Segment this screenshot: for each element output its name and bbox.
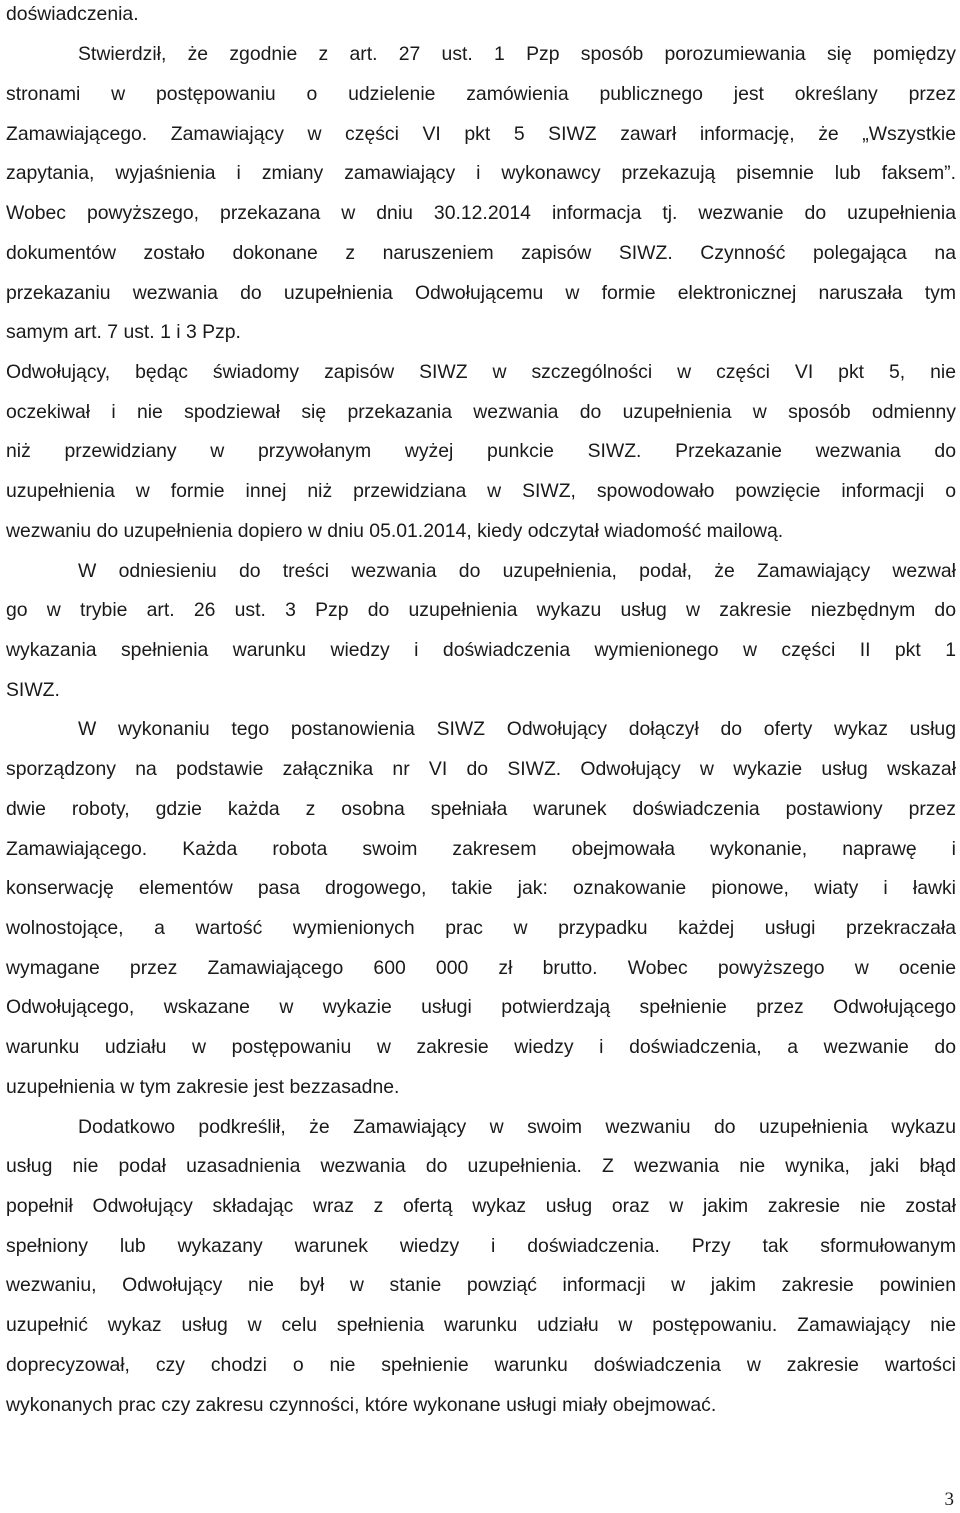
text-line: Dodatkowo podkreślił, że Zamawiający w swoim wezwaniu do uzupełnienia wykazu: [78, 1116, 956, 1138]
text-line: SIWZ.: [6, 679, 60, 701]
text-line: [6, 120, 956, 148]
text-line: doświadczenia.: [6, 3, 139, 25]
text-line: wezwaniu do uzupełnienia dopiero w dniu 05.01.2014, kiedy odczytał wiadomość mailową.: [6, 520, 784, 542]
text-line: dwie roboty, gdzie każda z osobna spełniała warunek doświadczenia postawiony przez: [6, 798, 956, 820]
text-line: wezwaniu, Odwołujący nie był w stanie powziąć informacji w jakim zakresie powinien: [6, 1274, 956, 1296]
text-line: Stwierdził, że zgodnie z art. 27 ust. 1 Pzp sposób porozumiewania się pomiędzy: [78, 43, 956, 65]
text-line: samym art. 7 ust. 1 i 3 Pzp.: [6, 321, 241, 343]
text-line: uzupełnienia w tym zakresie jest bezzasadne.: [6, 1076, 400, 1098]
text-line: Odwołujący, będąc świadomy zapisów SIWZ w szczególności w części VI pkt 5, nie: [6, 361, 956, 383]
text-line: Odwołującego, wskazane w wykazie usługi potwierdzają spełnienie przez Odwołującego: [6, 996, 956, 1018]
text-line: sporządzony na podstawie załącznika nr VI do SIWZ. Odwołujący w wykazie usług wskazał: [6, 758, 956, 780]
text-line: dokumentów zostało dokonane z naruszeniem zapisów SIWZ. Czynność polegająca na: [6, 242, 956, 264]
text-line: Wobec powyższego, przekazana w dniu 30.12.2014 informacja tj. wezwanie do uzupełnienia: [6, 202, 956, 224]
text-line: Zamawiającego. Każda robota swoim zakresem obejmowała wykonanie, naprawę i: [6, 838, 956, 860]
text-line: uzupełnienia w formie innej niż przewidziana w SIWZ, spowodowało powzięcie informacji o: [6, 480, 956, 502]
text-line: wolnostojące, a wartość wymienionych prac w przypadku każdej usługi przekraczała: [6, 917, 956, 939]
text-line: warunku udziału w postępowaniu w zakresie wiedzy i doświadczenia, a wezwanie do: [6, 1036, 956, 1058]
text-fragment: Zamawiającego. Zamawiający w części VI pkt 5 SIWZ zawarł informację, że „Wszystkie: [6, 123, 956, 145]
text-line: wykazania spełnienia warunku wiedzy i doświadczenia wymienionego w części II pkt 1: [6, 639, 956, 661]
text-line: uzupełnić wykaz usług w celu spełnienia warunku udziału w postępowaniu. Zamawiający nie: [6, 1314, 956, 1336]
text-line: popełnił Odwołujący składając wraz z ofertą wykaz usług oraz w jakim zakresie nie został: [6, 1195, 956, 1217]
text-line: przekazaniu wezwania do uzupełnienia Odwołującemu w formie elektronicznej naruszała tym: [6, 282, 956, 304]
text-line: go w trybie art. 26 ust. 3 Pzp do uzupełnienia wykazu usług w zakresie niezbędnym do: [6, 599, 956, 621]
page-number: 3: [944, 1489, 954, 1510]
text-line: konserwację elementów pasa drogowego, takie jak: oznakowanie pionowe, wiaty i ławki: [6, 877, 956, 899]
text-line: wymagane przez Zamawiającego 600 000 zł brutto. Wobec powyższego w ocenie: [6, 957, 956, 979]
text-line: W wykonaniu tego postanowienia SIWZ Odwołujący dołączył do oferty wykaz usług: [78, 718, 956, 740]
text-line: niż przewidziany w przywołanym wyżej punkcie SIWZ. Przekazanie wezwania do: [6, 440, 956, 462]
text-line: W odniesieniu do treści wezwania do uzupełnienia, podał, że Zamawiający wezwał: [78, 560, 956, 582]
text-line: doprecyzował, czy chodzi o nie spełnienie warunku doświadczenia w zakresie wartości: [6, 1354, 956, 1376]
text-line: zapytania, wyjaśnienia i zmiany zamawiający i wykonawcy przekazują pisemnie lub faksem”.: [6, 162, 956, 184]
text-line: spełniony lub wykazany warunek wiedzy i doświadczenia. Przy tak sformułowanym: [6, 1235, 956, 1257]
text-line: usług nie podał uzasadnienia wezwania do uzupełnienia. Z wezwania nie wynika, jaki błąd: [6, 1155, 956, 1177]
text-line: wykonanych prac czy zakresu czynności, które wykonane usługi miały obejmować.: [6, 1394, 717, 1416]
text-line: oczekiwał i nie spodziewał się przekazania wezwania do uzupełnienia w sposób odmienny: [6, 401, 956, 423]
text-line: stronami w postępowaniu o udzielenie zamówienia publicznego jest określany przez: [6, 83, 956, 105]
